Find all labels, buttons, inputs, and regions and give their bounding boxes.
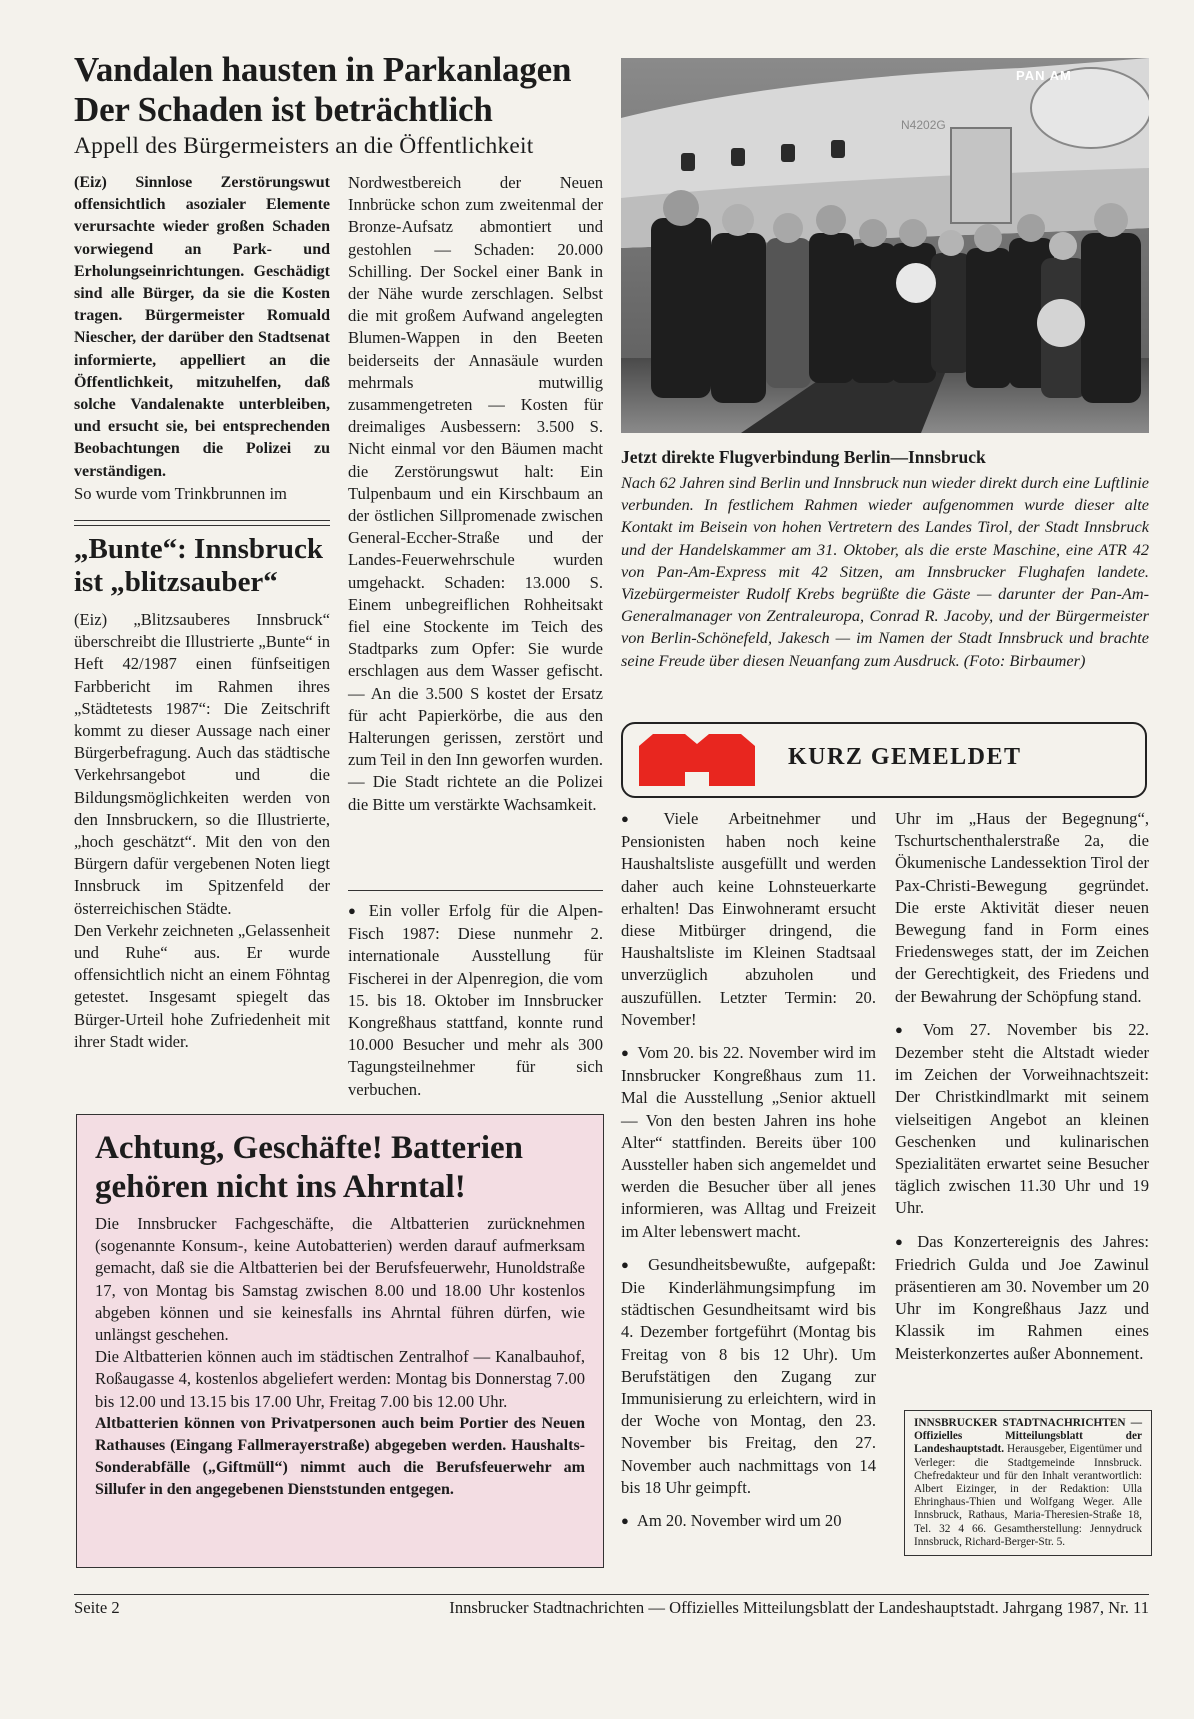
article-text-cont: Nordwestbereich der Neuen Innbrücke schon zum zweitenmal der Bronze-Aufsatz abmontiert und gestohlen — Schaden: 20.000 Schilling. Der Sockel einer Bank in der Nähe wurde zerschlagen. Selbst die mit großem Aufwand angelegten Blumen-Wappen in den Beeten beiderseits der Annasäule wurden mehrmals mutwillig zusammengetreten — Kosten für dreimaliges Ausbessern: 3.500 S. Nicht einmal vor den Bäumen macht die Zerstörungswut halt: Ein Tulpenbaum und ein Kirschbaum an der östlichen Sillpromenade zwischen General-Eccher-Straße und der Landes-Feuerwehrschule wurden umgehackt. Schaden: 13.000 S. Einem unbegreiflichen Rohheitsakt fiel eine Stockente im Teich des Stadtparks zum Opfer: Sie wurde erschlagen aus dem Wasser gefischt. — An die 3.500 S kostet der Ersatz für acht Papierkörbe, die aus den Halterungen gerissen, zerstört und zum Teil in den Inn geworfen wurden. — Die Stadt richtete an die Polizei die Bitte um verstärkte Wachsamkeit. — [348, 173, 603, 814]
press-photo — [621, 58, 1149, 433]
headline-line-1: Vandalen hausten in Parkanlagen — [74, 50, 572, 89]
caption-title: Jetzt direkte Flugverbindung Berlin—Innsbruck — [621, 447, 986, 467]
publication-info: Innsbrucker Stadtnachrichten — Offizielles Mitteilungsblatt der Landeshauptstadt. Jahrgang 1987, Nr. 11 — [449, 1598, 1149, 1617]
imprint-box — [904, 1410, 1152, 1556]
headline-line-2: Der Schaden ist beträchtlich — [74, 90, 493, 129]
alpen-fisch-text: ● Ein voller Erfolg für die Alpen-Fisch 1987: Diese nunmehr 2. internationale Ausstellung für Fischerei in der Alpenregion, die vom 15. bis 18. Oktober im Innsbrucker Kongreßhaus stattfand, konnte rund 10.000 Besucher und mehr als 300 Tagungsteilnehmer für sich verbuchen. — [348, 900, 603, 1101]
batterien-p2: Die Altbatterien können auch im städtischen Zentralhof — Kanalbauhof, Roßaugasse 4, kostenlos abgeliefert werden: Montag bis Donnerstag 7.00 bis 12.00 und 13.15 bis 17.00 Uhr, Freitag 7.00 bis 12.00 Uhr. — [95, 1347, 585, 1411]
article-lead: (Eiz) Sinnlose Zerstörungswut offensichtlich asozialer Elemente verursachte wieder großen Schaden vorwiegend an Park- und Erholungseinrichtungen. Geschädigt sind alle Bürger, da sie die Kosten tragen. Bürgermeister Romuald Niescher, der darüber den Stadtsenat informierte, appelliert an die Öffentlichkeit, mitzuhelfen, daß solche Vandalenakte unterbleiben, und ersucht sie, bei entsprechenden Beobachtungen die Polizei zu verständigen. — [74, 174, 330, 480]
tail-number: N4202G — [901, 118, 946, 132]
alpen-fisch-item — [348, 900, 603, 1101]
kurz-col1 — [621, 808, 876, 1533]
batterien-headline-2: gehören nicht ins Ahrntal! — [95, 1169, 466, 1205]
kurz-item: ● Vom 20. bis 22. November wird im Innsbrucker Kongreßhaus zum 11. Mal die Ausstellung „Senior aktuell — Von den besten Jahren ins hohe Alter“ stattfinden. Bereits über 100 Aussteller haben sich angemeldet und werden die Besucher über all jenes informieren, was Alltag und Freizeit im Alter lebenswert macht. — [621, 1042, 876, 1243]
article-text: So wurde vom Trinkbrunnen im — [74, 483, 287, 503]
article-vandalen-col2 — [348, 172, 603, 816]
imprint-text: Herausgeber, Eigentümer und Verleger: die Stadtgemeinde Innsbruck. Chefredakteur und für den Inhalt verantwortlich: Albert Eizinger, in der Redaktion: Ulla Ehringhaus-Thien und Wolfgang Weger. Alle Innsbruck, Rathaus, Maria-Theresien-Straße 18, Tel. 32 4 66. Gesamtherstellung: Jennydruck Innsbruck, Richard-Berger-Str. 5. — [914, 1443, 1142, 1548]
kurz-item: ● Viele Arbeitnehmer und Pensionisten haben noch keine Haushaltsliste ausgefüllt und werden daher auch keine Lohnsteuerkarte erhalten! Das Einwohneramt ersucht diese Mitbürger dringend, die Haushaltsliste im Kleinen Stadtsaal unverzüglich abzuholen und auszufüllen. Letzter Termin: 20. November! — [621, 808, 876, 1031]
bunte-headline-2: ist „blitzsauber“ — [74, 566, 278, 598]
kurz-gemeldet-title: KURZ GEMELDET — [788, 744, 1022, 770]
bunte-text-p1: (Eiz) „Blitzsauberes Innsbruck“ überschreibt die Illustrierte „Bunte“ in Heft 42/1987 einen fünfseitigen Farbbericht im Rahmen ihres „Städtetests 1987“: Die Zeitschrift kommt zu dieser Aussage nach einer Bürgerbefragung. Auch das städtische Verkehrsangebot und die Bildungsmöglichkeiten werden von den Innsbruckern, so die Illustrierte, „hoch geschätzt“. Mit den von den Bürgern dafür vergebenen Noten liegt Innsbruck im Spitzenfeld der österreichischen Städte. — [74, 610, 330, 918]
kurz-item: ● Gesundheitsbewußte, aufgepaßt: Die Kinderlähmungsimpfung im städtischen Gesundheitsamt wird bis 4. Dezember fortgeführt (Montag bis Freitag von 8 bis 12 Uhr). Um Berufstätigen den Zugang zur Immunisierung zu erleichtern, wird in der Woche von Montag, den 23. November bis Freitag, den 27. November auch nachmittags von 14 bis 18 Uhr geimpft. — [621, 1254, 876, 1499]
photo-illustration — [621, 58, 1149, 433]
batterien-p3: Altbatterien können von Privatpersonen auch beim Portier des Neuen Rathauses (Eingang Fallmerayerstraße) abgegeben werden. Haushalts-Sonderabfälle („Giftmüll“) nimmt auch die Berufsfeuerwehr am Sillufer in den angegebenen Dienststunden entgegen. — [95, 1414, 585, 1499]
kurz-col2 — [895, 808, 1149, 1365]
article-bunte — [74, 533, 330, 1053]
imprint-title: INNSBRUCKER STADTNACHRICHTEN — Offizielles Mitteilungsblatt der Landeshauptstadt. — [914, 1417, 1142, 1456]
bunte-headline-1: „Bunte“: Innsbruck — [74, 533, 323, 565]
panam-logo-text: PAN AM — [1016, 68, 1072, 83]
page-number: Seite 2 — [74, 1598, 120, 1617]
batterien-headline-1: Achtung, Geschäfte! Batterien — [95, 1130, 524, 1166]
batterien-notice-box — [76, 1114, 604, 1568]
kurz-item: ● Vom 27. November bis 22. Dezember steht die Altstadt wieder im Zeichen der Vorweihnachtszeit: Der Christkindlmarkt mit seinem vielseitigen Angebot an kleinen Geschenken und kulinarischen Spezialitäten erwartet seine Besucher täglich zwischen 11.30 Uhr und 19 Uhr. — [895, 1019, 1149, 1220]
photo-caption — [621, 446, 1149, 672]
article-vandalen-header — [74, 50, 614, 160]
caption-text: Nach 62 Jahren sind Berlin und Innsbruck nun wieder direkt durch eine Luftlinie verbunden. In festlichem Rahmen wieder aufgenommen wurde dieser alte Kontakt im Beisein von hohen Vertretern des Landes Tirol, der Stadt Innsbruck und der Handelskammer am 31. Oktober, als die erste Maschine, eine ATR 42 von Pan-Am-Express mit 42 Sitzen, am Innsbrucker Flughafen landete. Vizebürgermeister Rudolf Krebs begrüßte die Gäste — darunter der Pan-Am-Generalmanager von Zentraleuropa, Conrad R. Jacoby, und der Bürgermeister von Berlin-Schönefeld, Jakesch — im Namen der Stadt Innsbruck und brachte seine Freude über diesen Neuanfang zum Ausdruck. (Foto: Birbaumer) — [621, 473, 1149, 670]
kurz-item: ● Am 20. November wird um 20 — [621, 1510, 876, 1533]
page-footer — [74, 1597, 1149, 1619]
city-emblem-icon — [639, 734, 757, 786]
kurz-gemeldet-banner — [621, 722, 1147, 798]
footer-rule — [74, 1594, 1149, 1595]
subheadline: Appell des Bürgermeisters an die Öffentlichkeit — [74, 133, 534, 159]
column-divider — [74, 520, 330, 526]
batterien-p1: Die Innsbrucker Fachgeschäfte, die Altbatterien zurücknehmen (sogenannte Konsum-, keine Autobatterien) werden darauf aufmerksam gemacht, daß sie die Altbatterien bei der Berufsfeuerwehr, Hunoldstraße 17, von Montag bis Samstag zwischen 8.00 und 18.00 Uhr kostenlos abgeben können und sie keinesfalls ins Ahrntal führen dürfen, wie unlängst geschehen. — [95, 1214, 585, 1345]
bunte-text-p2: Den Verkehr zeichneten „Gelassenheit und Ruhe“ aus. Er wurde offensichtlich nicht an einem Föhntag getestet. Insgesamt spiegelt das Bürger-Urteil hohe Zufriedenheit mit ihrer Stadt wider. — [74, 920, 330, 1051]
kurz-item-cont: Uhr im „Haus der Begegnung“, Tschurtschenthalerstraße 2a, die Ökumenische Landessektion Tirol der Pax-Christi-Bewegung gegründet. Die erste Aktivität dieser neuen Bewegung fand in Form eines Friedensweges statt, der im Zeichen der Gerechtigkeit, des Friedens und der Bewahrung der Schöpfung stand. — [895, 809, 1149, 1006]
kurz-item: ● Das Konzertereignis des Jahres: Friedrich Gulda und Joe Zawinul präsentieren am 30. November um 20 Uhr im Kongreßhaus Jazz und Klassik im Rahmen eines Meisterkonzertes außer Abonnement. — [895, 1231, 1149, 1365]
column-divider — [348, 890, 603, 891]
article-vandalen-col1 — [74, 172, 330, 505]
